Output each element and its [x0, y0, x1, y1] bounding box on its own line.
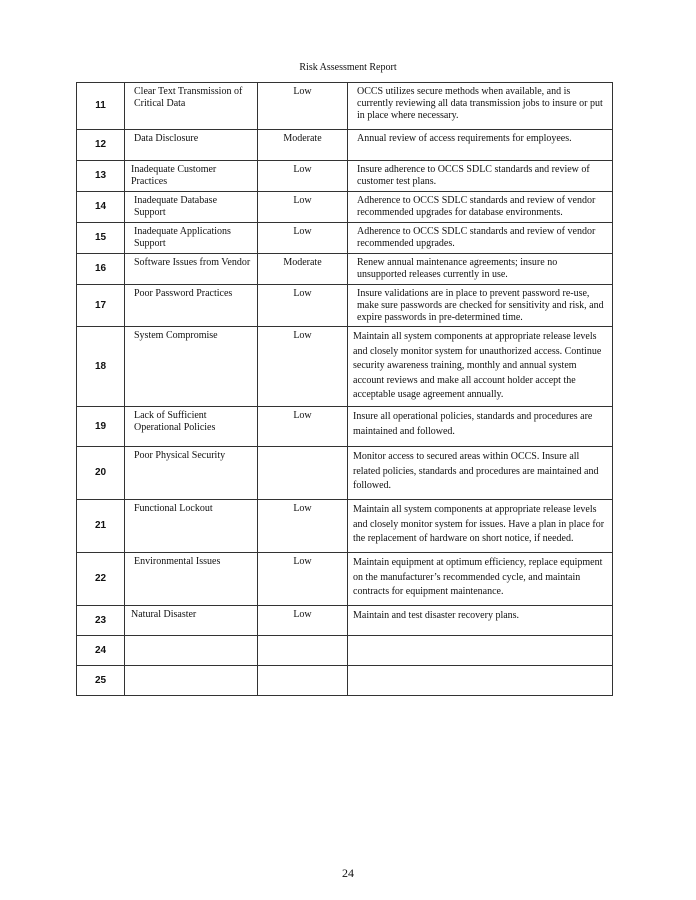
page-header: Risk Assessment Report — [299, 62, 397, 73]
table-row — [77, 636, 613, 666]
row-number: 15 — [77, 223, 125, 254]
controls-cell: Maintain all system components at appropriate release levels and closely monitor system for issues. Have a plan in place for the replacement of hardware on short notice, if needed. — [348, 500, 613, 553]
row-number: 22 — [77, 553, 125, 606]
table-row — [77, 192, 613, 223]
likelihood-cell: Moderate — [258, 130, 348, 161]
likelihood-cell: Low — [258, 553, 348, 606]
controls-cell: Annual review of access requirements for employees. — [348, 130, 613, 161]
row-number: 20 — [77, 447, 125, 500]
likelihood-cell: Low — [258, 285, 348, 327]
page-number: 24 — [342, 866, 354, 880]
risk-table — [76, 82, 613, 696]
table-row — [77, 447, 613, 500]
row-number: 23 — [77, 606, 125, 636]
controls-cell: Maintain and test disaster recovery plans. — [348, 606, 613, 636]
likelihood-cell: Low — [258, 223, 348, 254]
table-row — [77, 553, 613, 606]
likelihood-cell: Low — [258, 500, 348, 553]
controls-cell: Monitor access to secured areas within OCCS. Insure all related policies, standards and procedures are maintained and followed. — [348, 447, 613, 500]
likelihood-cell: Low — [258, 192, 348, 223]
likelihood-cell: Low — [258, 407, 348, 447]
controls-cell: Maintain equipment at optimum efficiency, replace equipment on the manufacturer’s recommended cycle, and maintain contracts for equipment maintenance. — [348, 553, 613, 606]
controls-cell: Renew annual maintenance agreements; insure no unsupported releases currently in use. — [348, 254, 613, 285]
table-row — [77, 666, 613, 696]
likelihood-cell: Low — [258, 327, 348, 407]
table-row — [77, 285, 613, 327]
row-number: 13 — [77, 161, 125, 192]
likelihood-cell: Low — [258, 83, 348, 130]
table-row — [77, 327, 613, 407]
vulnerability-cell: Inadequate Applications Support — [125, 223, 258, 254]
vulnerability-cell: Lack of Sufficient Operational Policies — [125, 407, 258, 447]
row-number: 21 — [77, 500, 125, 553]
vulnerability-cell: Software Issues from Vendor — [125, 254, 258, 285]
vulnerability-cell: Data Disclosure — [125, 130, 258, 161]
table-row — [77, 407, 613, 447]
row-number: 16 — [77, 254, 125, 285]
controls-cell — [348, 636, 613, 666]
vulnerability-cell — [125, 636, 258, 666]
row-number: 25 — [77, 666, 125, 696]
controls-cell: Insure adherence to OCCS SDLC standards and review of customer test plans. — [348, 161, 613, 192]
controls-cell: Adherence to OCCS SDLC standards and review of vendor recommended upgrades. — [348, 223, 613, 254]
likelihood-cell — [258, 636, 348, 666]
likelihood-cell: Low — [258, 606, 348, 636]
vulnerability-cell: Poor Physical Security — [125, 447, 258, 500]
table-row — [77, 500, 613, 553]
table-row — [77, 83, 613, 130]
row-number: 24 — [77, 636, 125, 666]
vulnerability-cell — [125, 666, 258, 696]
vulnerability-cell: Poor Password Practices — [125, 285, 258, 327]
vulnerability-cell: Environmental Issues — [125, 553, 258, 606]
likelihood-cell — [258, 447, 348, 500]
controls-cell: Adherence to OCCS SDLC standards and review of vendor recommended upgrades for database environments. — [348, 192, 613, 223]
controls-cell: OCCS utilizes secure methods when available, and is currently reviewing all data transmission jobs to insure or put in place where necessary. — [348, 83, 613, 130]
table-row — [77, 606, 613, 636]
table-row — [77, 223, 613, 254]
table-row — [77, 161, 613, 192]
row-number: 11 — [77, 83, 125, 130]
controls-cell: Insure all operational policies, standards and procedures are maintained and followed. — [348, 407, 613, 447]
table-row — [77, 130, 613, 161]
row-number: 14 — [77, 192, 125, 223]
row-number: 17 — [77, 285, 125, 327]
row-number: 18 — [77, 327, 125, 407]
controls-cell: Insure validations are in place to prevent password re-use, make sure passwords are checked for sensitivity and risk, and expire passwords in pre-determined time. — [348, 285, 613, 327]
likelihood-cell: Moderate — [258, 254, 348, 285]
vulnerability-cell: Inadequate Database Support — [125, 192, 258, 223]
controls-cell: Maintain all system components at appropriate release levels and closely monitor system for unauthorized access. Continue security awareness training, monthly and annual system account reviews and make all account holder accept the acceptable usage agreement annually. — [348, 327, 613, 407]
table-row — [77, 254, 613, 285]
row-number: 12 — [77, 130, 125, 161]
vulnerability-cell: System Compromise — [125, 327, 258, 407]
row-number: 19 — [77, 407, 125, 447]
controls-cell — [348, 666, 613, 696]
vulnerability-cell: Functional Lockout — [125, 500, 258, 553]
vulnerability-cell: Clear Text Transmission of Critical Data — [125, 83, 258, 130]
likelihood-cell: Low — [258, 161, 348, 192]
vulnerability-cell: Inadequate Customer Practices — [125, 161, 258, 192]
likelihood-cell — [258, 666, 348, 696]
vulnerability-cell: Natural Disaster — [125, 606, 258, 636]
